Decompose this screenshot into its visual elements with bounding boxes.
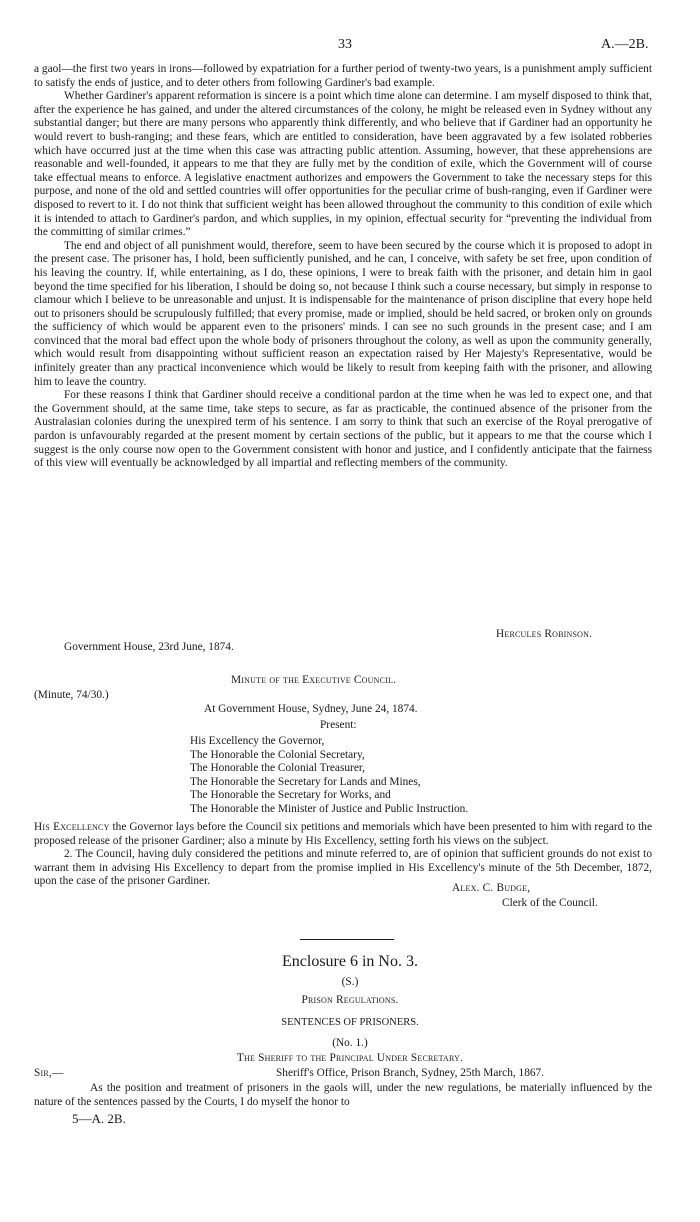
paragraph: The end and object of all punishment would, therefore, seem to have been secured by the course which it is proposed to adopt in the present case. The prisoner has, I hold, been sufficiently punished, and he can, I conceive, with safety be set free, upon condition of his leaving the country. If, while entertaining, as I do, these opinions, I were to break faith with the prisoner, and detain him in gaol beyond the time specified for his liberation, I should be doing so, not because I think such a course necessary, but simply in response to clamour which I believe to be unreasonable and unjust. It is indispensable for the maintenance of prison discipline that every hope held out to prisoners should be scrupulously fulfilled; that every promise, made or implied, should be held sacred, or broken only on grounds the sufficiency of which would be apparent even to the prisoners' minds. I can see no such grounds in the present case; and I am convinced that the moral bad effect upon the whole body of prisoners throughout the colony, as well as upon the community generally, which would result from disappointing without sufficient reason an expectation raised by Her Majesty's Representative, would be infinitely greater than any practical inconvenience which would be likely to result from keeping faith with the prisoner, and allowing him to leave the country. [34,239,652,388]
letter-address: Sheriff's Office, Prison Branch, Sydney, 25th March, 1867. [276,1067,545,1079]
paragraph: Whether Gardiner's apparent reformation is sincere is a point which time alone can determine. I am myself disposed to think that, after the experience he has gained, and under the altered circumstances of the colony, he might be released even in Sydney without any substantial danger; but there are many persons who apparently think differently, and who believe that if Gardiner had an opportunity he would revert to bush-ranging; and these fears, which are entitled to consideration, have been aggravated by a few isolated robberies which have occurred just at the time when this case was attracting public attention. Assuming, however, that these apprehensions are reasonable and well-founded, it appears to me that they are fully met by the condition of exile, which the Government will of course take effectual means to enforce. A legislative enactment authorizes and empowers the Government to take the necessary steps for this purpose, and none of the old and settled countries will offer opportunities for the peculiar crime of bush-ranging, even if Gardiner were disposed to revert to it. I do not think that sufficient weight has been allowed throughout the community to this condition of exile which it is intended to attach to Gardiner's pardon, and which supplies, in my opinion, effectual security for “preventing the individual from the committing of similar crimes.” [34,90,652,239]
letter-paragraph: As the position and treatment of prisoners in the gaols will, under the new regulations, be materially influenced by the nature of the sentences passed by the Courts, I do myself the honor to [34,1082,652,1108]
salutation: Sir,— [34,1067,64,1079]
minute-place-date: At Government House, Sydney, June 24, 1874. [204,703,418,715]
present-list [190,735,468,817]
letter-body [34,1082,652,1109]
main-text [34,63,652,471]
clerk-title: Clerk of the Council. [502,897,598,909]
signature-robinson: Hercules Robinson. [496,628,593,640]
document-reference: A.—2B. [601,37,649,52]
present-member: The Honorable the Secretary for Works, and [190,789,391,802]
enclosure-subtitle: Prison Regulations. [301,994,399,1006]
present-member: The Honorable the Colonial Secretary, [190,748,365,761]
minute-heading: Minute of the Executive Council. [231,674,397,686]
present-member: The Honorable the Minister of Justice and Public Instruction. [190,802,469,815]
section-divider [300,939,394,940]
minute-paragraph-1 [34,821,652,848]
present-member: His Excellency the Governor, [190,735,325,747]
letter-number: (No. 1.) [332,1037,368,1049]
present-member: The Honorable the Colonial Treasurer, [190,762,366,775]
present-member: The Honorable the Secretary for Lands and Mines, [190,775,421,788]
minute-body: the Governor lays before the Council six petitions and memorials which have been presented to him with regard to the proposed release of the prisoner Gardiner; also a minute by His Excellency, setting forth his views on the subject. [34,821,652,847]
minute-paragraph-2: 2. The Council, having duly considered the petitions and minute referred to, are of opinion that sufficient grounds do not exist to warrant them in advising His Excellency to depart from the promise implied in His Excellency's minute of the 5th December, 1872, upon the case of the prisoner Gardiner. [34,848,652,888]
footer-signature: 5—A. 2B. [72,1111,126,1126]
letter-from-to: The Sheriff to the Principal Under Secretary. [236,1052,464,1064]
minute-lead: His Excellency [34,821,110,833]
paragraph: For these reasons I think that Gardiner should receive a conditional pardon at the time when he was led to expect one, and that the Government should, at the same time, take steps to secure, as far as practicable, the continued absence of the prisoner from the Australasian colonies during the unexpired term of his sentence. I am sorry to think that such an exercise of the Royal prerogative of pardon is unfavourably regarded at the present moment by certain sections of the public, but it appears to me that the course which I suggest is the only course now open to the Government consistent with honor and justice, and I confidently anticipate that the fairness of this view will eventually be acknowledged by all impartial and reflecting members of the community. [34,389,652,470]
minute-reference: (Minute, 74/30.) [34,689,109,701]
present-label: Present: [320,719,357,731]
enclosure-code: (S.) [341,976,359,988]
clerk-name: Alex. C. Budge, [452,882,531,894]
page-number: 33 [338,37,352,52]
paragraph: a gaol—the first two years in irons—followed by expatriation for a further period of twenty-two years, is a punishment amply sufficient to satisfy the ends of justice, and to deter others from following Gardiner's bad example. [34,63,652,89]
minute-text [34,821,652,889]
enclosure-title: Enclosure 6 in No. 3. [282,953,418,970]
section-heading: SENTENCES OF PRISONERS. [281,1017,419,1028]
dateline-robinson: Government House, 23rd June, 1874. [64,641,234,653]
